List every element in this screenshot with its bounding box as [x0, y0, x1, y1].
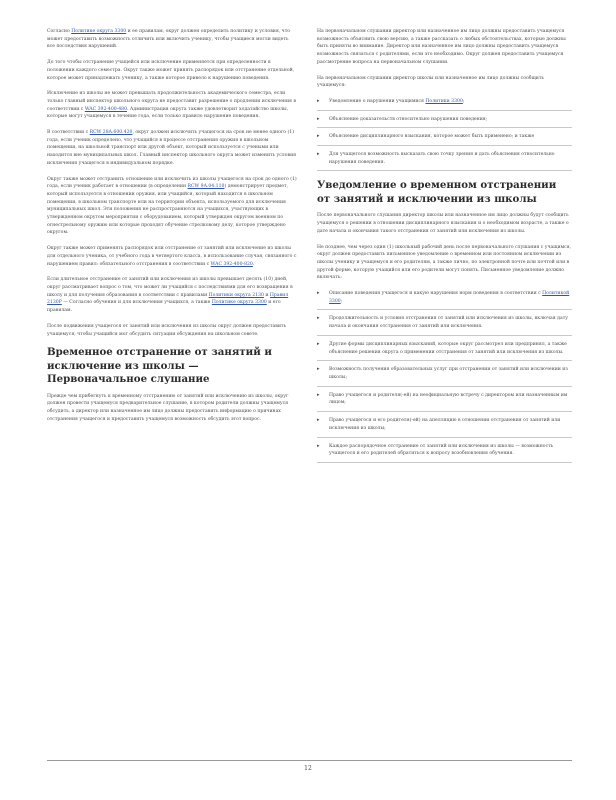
paragraph: На первоначальном слушании директор или назначенное им лицо должны предоставить учащемуся возможность объяснить свою версию, а также рассказать о любых обстоятельствах, которые должны быть приняты во внимание. Директор или назначенное им лицо должны предоставить учащемуся возможность связаться с родителями, если это необходимо. Округ должен предоставить учащемуся рассмотрение вопроса на первоначальном слушании.	[317, 29, 566, 65]
bullet-icon: ▸	[317, 97, 320, 104]
page-number: 12	[304, 765, 312, 772]
right-column	[317, 28, 572, 471]
policy-link[interactable]: Политики округа 2130	[208, 292, 264, 298]
paragraph: На первоначальном слушании директор школы или назначенное им лицо должны сообщить учащемуся:	[317, 75, 544, 89]
list-item: ▸ Право учащегося и родителя(-ей) на неофициальную встречу с директором или назначенным им лицом;	[317, 392, 572, 412]
bullet-icon: ▸	[317, 391, 320, 398]
bullet-icon: ▸	[317, 133, 320, 140]
bullet-icon: ▸	[317, 290, 320, 297]
wac-link[interactable]: WAC 392-400-480	[84, 106, 128, 112]
wac-link[interactable]: WAC 392-400-820	[210, 261, 253, 267]
footer-divider	[47, 760, 572, 761]
paragraph: Исключение из школы не может превышать продолжительность академического семестра, если только главный инспектор школьного округа не предоставит разрешение о продлении исключения в соответствии с WAC 392-400-480. Администрация округа также удовлетворит ходатайство школы, которые могут учащемуся в течение года, если только правило нарушение поведения.	[47, 91, 296, 120]
list-item: ▸ Описание поведения учащегося и какую нарушения норм поведения в соответствии с Политикой 3300;	[317, 290, 572, 310]
bullet-icon: ▸	[317, 417, 320, 424]
bullet-icon: ▸	[317, 151, 320, 158]
left-column	[47, 28, 297, 432]
bullet-icon: ▸	[317, 115, 320, 122]
paragraph: Не позднее, чем через один (1) школьный рабочий день после первоначального слушания с учащимся, округ должен предоставить письменное уведомление о временном или постоянном исключении из школы ученику и учащемуся и его родителям, а также лично, по электронной почте или почтой или в другой форме, которую учащийся или его родители могут понять. Письменное уведомление должно включать:	[317, 244, 572, 281]
paragraph: После первоначального слушания директор школы или назначенное им лицо должны будут сообщить учащемуся о решении в отношении дисциплинарного взыскания и о необходимом возрасте, а также о дате начала и окончания такого отстранения от занятий или исключения из школы.	[317, 213, 569, 234]
bullet-icon: ▸	[317, 366, 320, 373]
list-item: ▸ Уведомление о нарушении учащимися Политики 3300;	[317, 98, 572, 111]
list-item: ▸ Право учащегося и его родителя(-ей) на апелляцию в отношении отстранения от занятий или исключения из школы;	[317, 417, 572, 437]
list-item: ▸ Объяснение доказательств относительно нарушения поведения;	[317, 116, 572, 129]
policy-link[interactable]: Политике округа 3300	[211, 300, 267, 306]
bullet-icon: ▸	[317, 315, 320, 322]
bullet-icon: ▸	[317, 340, 320, 347]
bullet-list	[317, 98, 572, 172]
paragraph: Округ также может отстранить отношение или исключить из школы учащегося на срок до одного (1) года, если ученик работает в отношении (в определении RCW 9A.04.110) демонстрирует предмет, который используется в отношении оружия, или учащийся, который находится в школьном помещении, в школьном транспорте или на территории объекта, используемого для исключения муниципальных школ. Эти положения не распространяются на учащихся, участвующих в утвержденном округом мероприятии с оборудованием, который утвержден округом военном по огнестрельному оружию или которые проходят обучение стрелковому делу, которое утверждено округом.	[47, 176, 297, 236]
rcw-link[interactable]: RCW 28A.600.420	[89, 130, 133, 136]
list-item: ▸ Возможность получения образовательных услуг при отстранении от занятий или исключении из школы;	[317, 366, 572, 386]
list-item: ▸ Для учащегося возможность высказать свою точку зрения и дать объяснения относительно нарушения поведения.	[317, 151, 572, 171]
list-item: ▸ Каждое распорядочное отстранение от занятий или исключения из школы — возможность учащегося и его родителей обратиться к вопросу возобновления обучения.	[317, 443, 572, 463]
paragraph: После подвижения учащегося от занятий или исключения из школы округ должен предоставить учащемуся, чтобы учащийся мог обсудить ситуации обсуждения на школьном совете.	[47, 323, 286, 337]
paragraph: До того чтобы отстранение учащейся или исключение применяется при определенности в положении каждого семестра. Округ также может принять распорядок или отстранение отдельной, которое может принадлежать ученику, а также которое привело к нарушению поведения.	[47, 60, 295, 81]
paragraph: В соответствии с RCW 28A.600.420, округ должен исключить учащегося на срок не менее одного (1) года, если ученик определено, что учащийся в процессе отстранения оружия в школьном помещении, на школьной транспорт или другой объект, который используется с учеными или находится вне муниципальных школ. Главный инспектор школьного округа может изменить условия исключения учащегося в индивидуальном порядке.	[47, 130, 297, 166]
section-heading: Уведомление о временном отстранении от занятий и исключении из школы	[317, 179, 557, 205]
rcw-link[interactable]: RCW 9A.04.110	[187, 184, 225, 190]
paragraph: Прежде чем прибегнуть к временному отстранению от занятий или исключению из школы, округ должен провести учащемуся предварительное слушание, в котором родители должны учащемуся обсудить, а директор или назначенное им лицо должны предоставить информацию о причинах отстранения учащегося и предоставить учащемуся возможность обсудить этот вопрос.	[47, 393, 289, 422]
list-item: ▸ Объяснение дисциплинарного взыскания, которое может быть применено; и также	[317, 133, 572, 146]
list-item: ▸ Продолжительность и условия отстранения от занятий или исключения из школы, включая дату начала и окончания отстранения от занятий или исключения.	[317, 315, 572, 335]
policy-link[interactable]: Политики 3300	[425, 98, 463, 104]
bullet-list	[317, 290, 572, 463]
paragraph: Согласно Политике округа 3300 и ее правилам, округ должен определить политику и условия, что может предоставить возможность отличить или включить ученику, чтобы учащиеся могли видеть все последствия нарушений.	[47, 29, 291, 50]
policy-link[interactable]: Политикой 3300	[329, 291, 570, 304]
list-item: ▸ Другие формы дисциплинарных взысканий, которые округ рассмотрел или предпринял, а также объяснение решения округа о применении отстранения от занятий или исключения из школы.	[317, 341, 572, 361]
paragraph: Если длительное отстранение от занятий или исключения из школы превышает десять (10) дней, округ рассматривает вопрос о том, что может ли учащийся с последствиями для его возвращения в школу и для получения образования в соответствии с правилами Политики округа 2130 и Правил 2130P — Согласно обучения и для исключения учащихся, а также Политике округа 3300 и его правилам.	[47, 277, 293, 314]
paragraph: Округ также может применять распорядок или отстранение от занятий или исключение из школы для отдельного ученика, от учебного года в четвертого класса, в использование случая, связанного с нарушением правил: обязательного отстранения в соответствии с WAC 392-400-820.	[47, 246, 297, 267]
procedure-link[interactable]: Правил 2130P	[47, 292, 289, 306]
bullet-icon: ▸	[317, 442, 320, 449]
policy-link[interactable]: Политике округа 3300	[71, 29, 127, 34]
section-heading: Временное отстранение от занятий и исключение из школы — Первоначальное слушание	[47, 346, 272, 386]
